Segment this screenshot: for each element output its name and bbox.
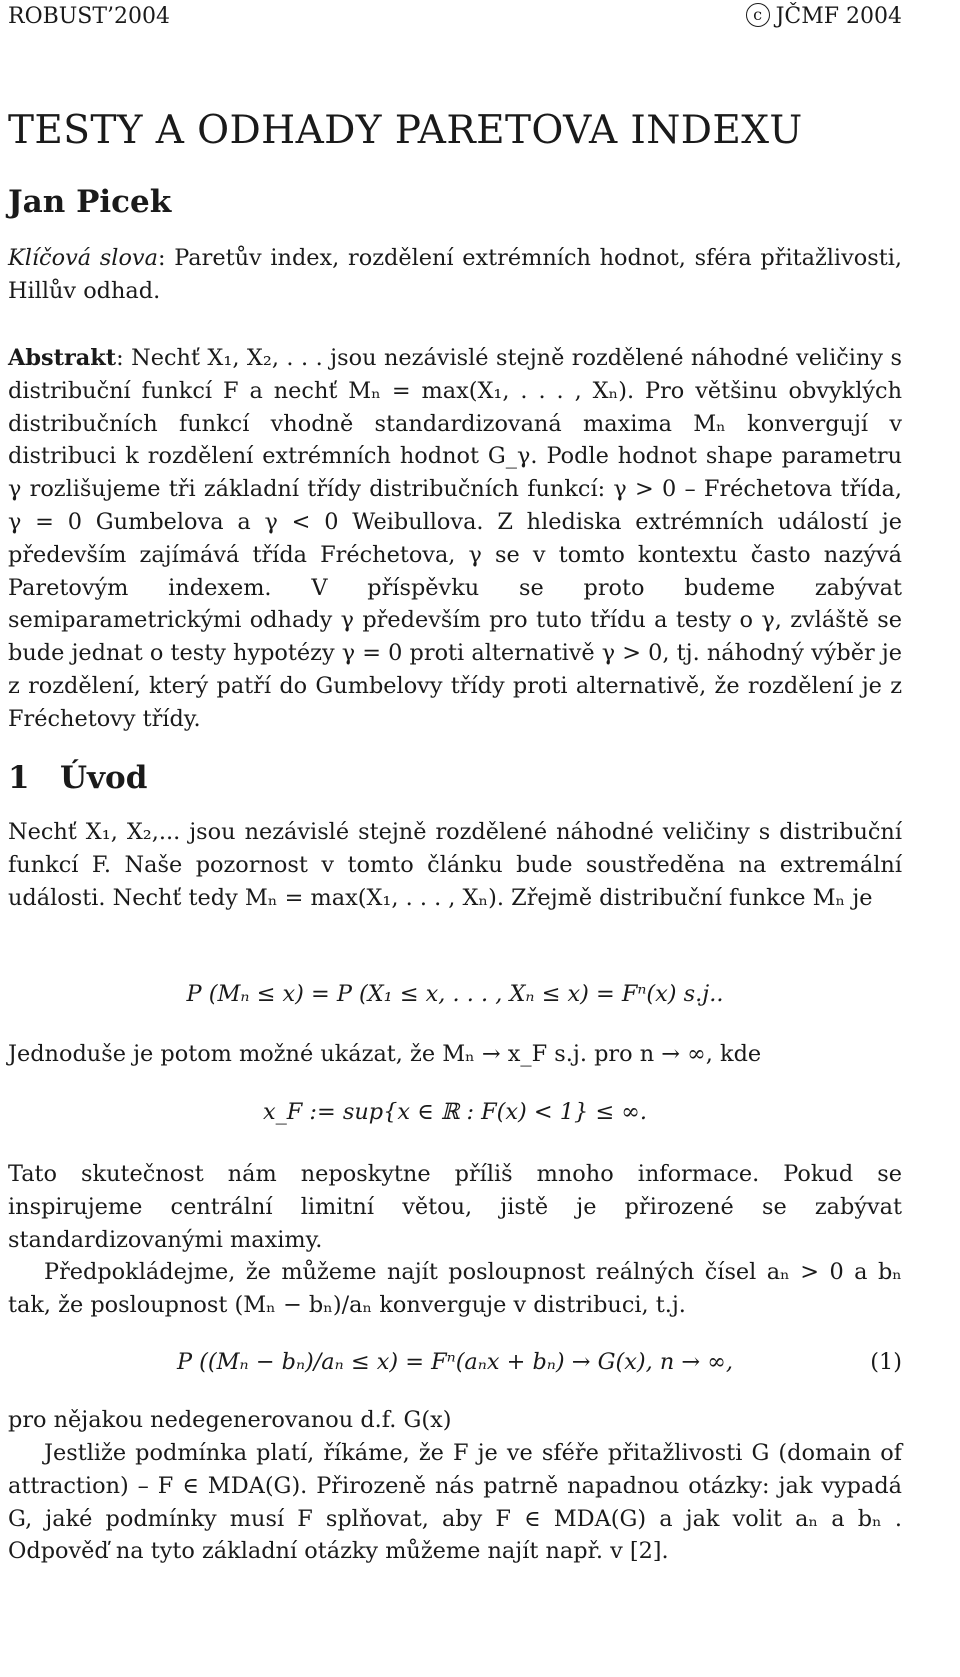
copyright-icon: c [746,3,770,27]
section-number: 1 [8,760,30,796]
running-header-left: ROBUST’2004 [8,4,171,29]
equation-1-body: P ((Mₙ − bₙ)/aₙ ≤ x) = Fⁿ(aₙx + bₙ) → G(x), n → ∞, [176,1349,734,1375]
paragraph-clt: Tato skutečnost nám neposkytne příliš mnoho informace. Pokud se inspirujeme centrální limitní větou, jistě je přirozené se zabývat standardizovanými maximy. [8,1161,902,1253]
running-header-right-text: JČMF 2004 [775,4,902,29]
keywords-text: : Paretův index, rozdělení extrémních hodnot, sféra přitažlivosti, Hillův odhad. [8,245,902,304]
running-header-right [746,4,902,29]
equation-1-number: (1) [870,1349,902,1375]
abstract-text: : Nechť X₁, X₂, . . . jsou nezávislé stejně rozdělené náhodné veličiny s distribuční funkcí F a nechť Mₙ = max(X₁, . . . , Xₙ). Pro většinu obvyklých distribučních funkcí vhodně standardizovaná maxima Mₙ konvergují v distribuci k rozdělení extrémních hodnot G_γ. Podle hodnot shape parametru γ rozlišujeme tři základní třídy distribučních funkcí: γ > 0 – Fréchetova třída, γ = 0 Gumbelova a γ < 0 Weibullova. Z hlediska extrémních událostí je především zajímává třída Fréchetova, γ se v tomto kontextu často nazývá Paretovým indexem. V příspěvku se proto budeme zabývat semiparametrickými odhady γ především pro tuto třídu a testy o γ, zvláště se bude jednat o testy hypotézy γ = 0 proti alternativě γ > 0, tj. náhodný výběr je z rozdělení, který patří do Gumbelovy třídy proti alternativě, že rozdělení je z Fréchetovy třídy. [8,345,902,732]
author-name: Jan Picek [8,184,172,220]
paragraph-convergence: Jednoduše je potom možné ukázat, že Mₙ → x_F s.j. pro n → ∞, kde [8,1041,762,1067]
abstract-label: Abstrakt [8,345,117,371]
paragraph-assumption: Předpokládejme, že můžeme najít posloupnost reálných čísel aₙ > 0 a bₙ tak, že posloupnost (Mₙ − bₙ)/aₙ konverguje v distribuci, t.j. [8,1259,902,1318]
paragraph-domain-of-attraction: Jestliže podmínka platí, říkáme, že F je ve sféře přitažlivosti G (domain of attraction) – F ∈ MDA(G). Přirozeně nás patrně napadnou otázky: jak vypadá G, jaké podmínky musí F splňovat, aby F ∈ MDA(G) a jak volit aₙ a bₙ . Odpověď na tyto základní otázky můžeme najít např. v [2]. [8,1440,902,1565]
equation-1 [8,1346,902,1378]
equation-right-endpoint: x_F := sup{x ∈ ℝ : F(x) < 1} ≤ ∞. [262,1099,648,1125]
paper-title: TESTY A ODHADY PARETOVA INDEXU [8,108,803,153]
abstract [8,342,902,736]
intro-paragraph: Nechť X₁, X₂,... jsou nezávislé stejně rozdělené náhodné veličiny s distribuční funkcí F. Naše pozornost v tomto článku bude soustředěna na extremální události. Nechť tedy Mₙ = max(X₁, . . . , Xₙ). Zřejmě distribuční funkce Mₙ je [8,819,902,911]
equation-max-distribution: P (Mₙ ≤ x) = P (X₁ ≤ x, . . . , Xₙ ≤ x) = Fⁿ(x) s.j.. [186,981,724,1007]
keywords [8,242,902,308]
section-title: Úvod [60,760,148,796]
paragraph-nondegenerate: pro nějakou nedegenerovanou d.f. G(x) [8,1407,452,1433]
keywords-label: Klíčová slova [8,245,158,271]
section-heading [8,760,147,796]
